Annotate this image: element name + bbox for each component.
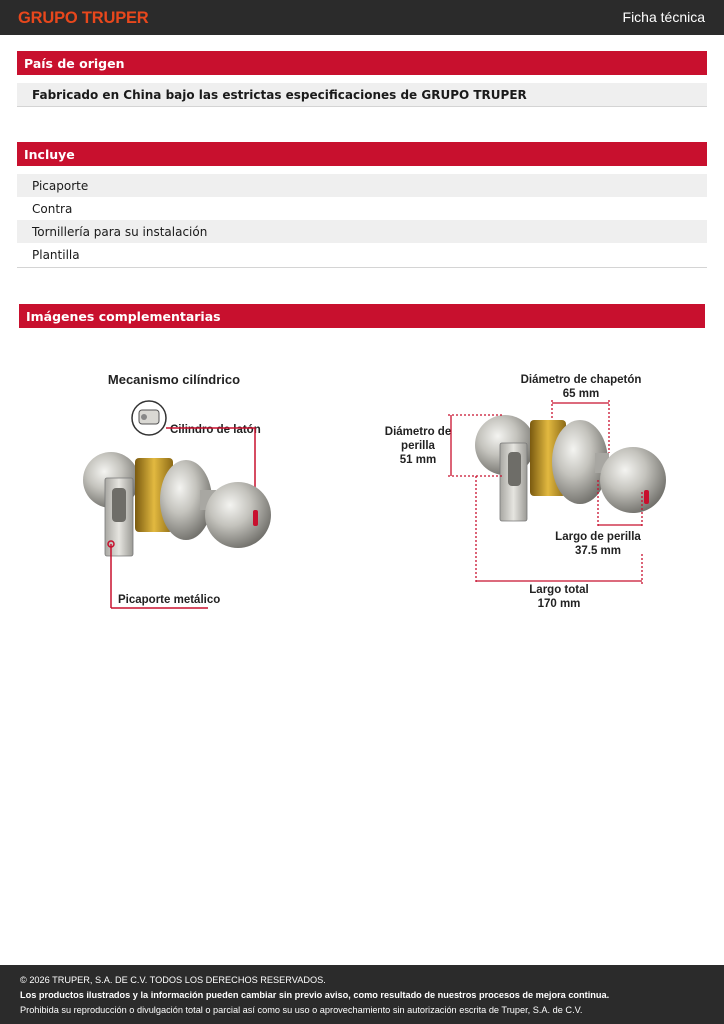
section-heading-images: Imágenes complementarias xyxy=(19,304,705,328)
diagram-title: Mecanismo cilíndrico xyxy=(107,372,241,387)
latch-label: Picaporte metálico xyxy=(118,594,221,606)
footer-notice: Los productos ilustrados y la información pueden cambiar sin previo aviso, como resultado de nuestros procesos de mejora continua. xyxy=(20,990,610,1000)
cylinder-label: Cilindro de latón xyxy=(170,424,261,436)
divider xyxy=(17,106,707,107)
knob-length-value: 37.5 mm xyxy=(574,545,622,557)
footer-legal: Prohibida su reproducción o divulgación total o parcial así como su uso o aprovechamiento sin autorización escrita de Truper, S.A. de C.V. xyxy=(20,1005,583,1015)
footer-copyright: © 2026 TRUPER, S.A. DE C.V. TODOS LOS DERECHOS RESERVADOS. xyxy=(20,975,326,985)
knob-diameter-value: 51 mm xyxy=(399,454,437,466)
section-heading-includes: Incluye xyxy=(17,142,707,166)
top-bar xyxy=(0,0,724,35)
chapeton-label: Diámetro de chapetón xyxy=(520,374,642,386)
list-item: Picaporte xyxy=(17,174,707,197)
section-heading-origin: País de origen xyxy=(17,51,707,75)
chapeton-value: 65 mm xyxy=(562,388,600,400)
knob-diameter-label: Diámetro de xyxy=(384,426,452,438)
list-item: Tornillería para su instalación xyxy=(17,220,707,243)
list-item: Plantilla xyxy=(32,248,80,262)
divider xyxy=(17,267,707,268)
knob-length-label: Largo de perilla xyxy=(555,531,641,543)
lock-illustration-right xyxy=(475,415,666,521)
product-diagrams xyxy=(0,340,724,630)
total-length-value: 170 mm xyxy=(537,598,581,610)
document-title: Ficha técnica xyxy=(622,9,705,25)
knob-diameter-label: perilla xyxy=(401,440,435,452)
footer xyxy=(0,965,724,1024)
origin-text: Fabricado en China bajo las estrictas especificaciones de GRUPO TRUPER xyxy=(17,83,707,106)
brass-cylinder-icon xyxy=(132,401,166,435)
brand-logo: GRUPO TRUPER xyxy=(18,9,149,27)
total-length-label: Largo total xyxy=(529,584,589,596)
list-item: Contra xyxy=(32,202,73,216)
